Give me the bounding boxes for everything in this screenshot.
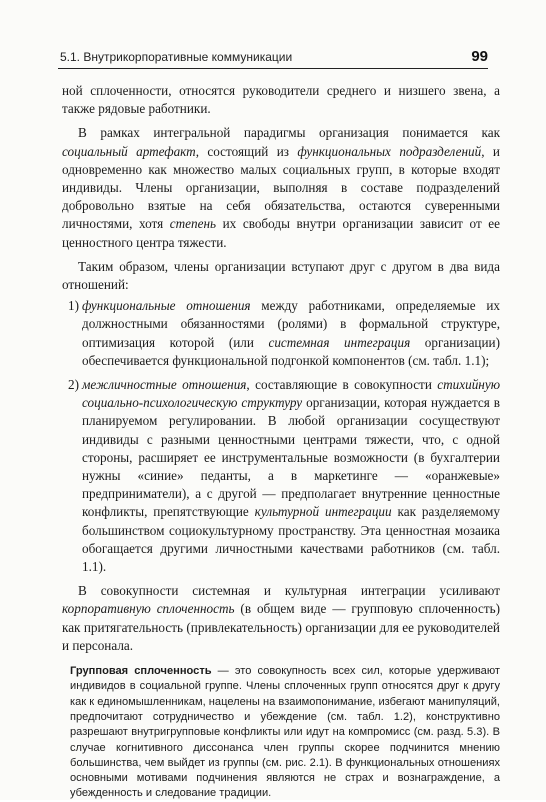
text: В рамках интегральной парадигмы организация понимается как: [78, 125, 500, 141]
definition-text: — это совокупность всех сил, которые удерживают индивидов в социальной группе. Члены сплоченных групп относятся друг к другу как к единомышленникам, нацелены на взаимопонимание, избегают манипуляций, предпочитают сотрудничество и убеждение (см. табл. 1.2), конструктивно разрешают внутригрупповые конфликты или идут на компромисс (см. разд. 5.3). В случае когнитивного диссонанса член группы скорее подчинится мнению большинства, чем выйдет из группы (см. рис. 2.1). В функциональных отношениях основными мотивами подчинения являются не страх и вознаграждение, а убежденность и следование традиции.: [70, 665, 500, 800]
emphasis: межличностные отношения: [82, 377, 247, 393]
list-item: [62, 376, 500, 576]
text: (в общем виде — групповую сплоченность) как притягательность (привлекательность) организации для ее руководителей и персонала.: [62, 601, 500, 653]
emphasis: культурной интеграции: [254, 504, 392, 520]
emphasis: стихийную социально-психологическую структуру: [82, 377, 501, 411]
paragraph: [62, 582, 500, 655]
text: между работниками, определяемые их должностными обязанностями (ролями) в формальной структуре, оптимизация которой (или: [82, 298, 500, 350]
emphasis: корпоративную сплоченность: [62, 601, 235, 617]
emphasis: функциональные отношения: [82, 298, 251, 314]
main-text: [62, 82, 500, 802]
list-item: [62, 297, 500, 370]
text: , состоящий из: [195, 143, 298, 159]
paragraph: Таким образом, члены организации вступают друг с другом в два вида отношений:: [62, 258, 500, 293]
paragraph: [62, 124, 500, 251]
emphasis: социальный артефакт: [62, 143, 196, 159]
text: организации) обеспечивается функциональной подгонкой компонентов (см. табл. 1.1);: [82, 334, 500, 368]
text: как разделяемому большинством социокультурному пространству. Эта ценностная мозаика обогащается другими личностными качествами работников (см. табл. 1.1).: [82, 504, 500, 575]
text: их свободы внутри организации зависит от ее ценностного центра тяжести.: [62, 216, 501, 250]
emphasis: степень: [169, 216, 217, 232]
text: , и одновременно как множество малых социальных групп, в которые входят индивиды. Члены организации, выполняя в составе подразделений добровольно взятые на себя обязательства, остаются суверенными личностями, хотя: [62, 143, 500, 232]
emphasis: системная интеграция: [268, 334, 411, 350]
page-number: 99: [471, 48, 488, 65]
definition-term: Групповая сплоченность: [70, 665, 212, 678]
list-number: 2): [68, 377, 79, 393]
section-title: 5.1. Внутрикорпоративные коммуникации: [60, 50, 293, 64]
emphasis: функциональных подразделений: [297, 143, 482, 159]
text: , составляющие в совокупности: [246, 377, 438, 393]
paragraph: ной сплоченности, относятся руководители среднего и низшего звена, а также рядовые работники.: [62, 83, 500, 117]
text: организации, которая нуждается в планируемом регулировании. В любой организации сосуществуют индивиды с разными ценностными центрами тяжести, что, с одной стороны, расширяет ее инструментальные возможности (в бухгалтерии нужны «синие» педанты, а в маркетинге — «оранжевые» предприниматели), а с другой — предполагает внутренние ценностные конфликты, препятствующие: [82, 395, 500, 520]
definition-box: [62, 664, 500, 802]
list-number: 1): [68, 298, 79, 314]
running-header: [58, 48, 488, 69]
text: В совокупности системная и культурная интеграции усиливают: [78, 583, 500, 599]
relations-list: [62, 297, 500, 576]
